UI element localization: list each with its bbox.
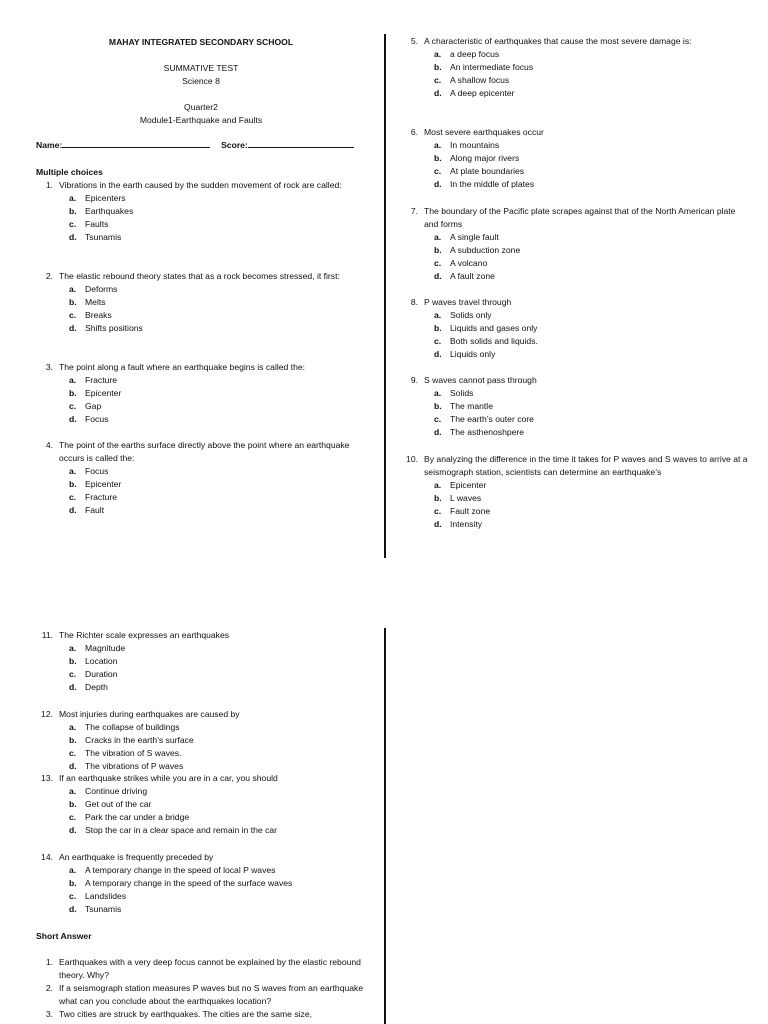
option[interactable]: d. In the middle of plates bbox=[434, 179, 535, 189]
quarter-label: Quarter2 bbox=[184, 102, 218, 112]
option[interactable]: a. A single fault bbox=[434, 232, 499, 242]
option[interactable]: c. Duration bbox=[69, 669, 118, 679]
question-2 bbox=[36, 270, 366, 335]
option[interactable]: d. The asthenoshpere bbox=[434, 427, 525, 437]
test-title: SUMMATIVE TEST bbox=[163, 63, 239, 73]
option[interactable]: b. Epicenter bbox=[69, 479, 122, 489]
option[interactable]: a. Magnitude bbox=[69, 643, 126, 653]
module-label: Module1-Earthquake and Faults bbox=[139, 115, 263, 125]
option[interactable]: a. a deep focus bbox=[434, 49, 500, 59]
question-number: 3. bbox=[45, 362, 53, 372]
name-label: Name: bbox=[36, 140, 63, 150]
option[interactable]: c. Park the car under a bridge bbox=[69, 812, 190, 822]
question-10 bbox=[401, 453, 751, 531]
section-short-answer: Short Answer bbox=[36, 931, 92, 941]
option[interactable]: d. Tsunamis bbox=[69, 232, 122, 242]
question-text: Most injuries during earthquakes are caused by bbox=[59, 709, 240, 719]
option[interactable]: d. Shifts positions bbox=[69, 323, 143, 333]
option[interactable]: a. Focus bbox=[69, 466, 109, 476]
question-number: 10. bbox=[406, 454, 418, 464]
question-number: 14. bbox=[41, 852, 53, 862]
question-text: By analyzing the difference in the time it takes for P waves and S waves to arrive at a seismograph station, scientists can determine an earthquake’s bbox=[424, 454, 748, 477]
option[interactable]: a. Deforms bbox=[69, 284, 118, 294]
option[interactable]: b. Location bbox=[69, 656, 118, 666]
school-name: MAHAY INTEGRATED SECONDARY SCHOOL bbox=[108, 37, 294, 47]
question-number: 8. bbox=[410, 297, 418, 307]
question-text: S waves cannot pass through bbox=[424, 375, 537, 385]
question-number: 4. bbox=[45, 440, 53, 450]
short-answer-item: 2. If a seismograph station measures P waves but no S waves from an earthquake what can you conclude about the earthquakes location? bbox=[45, 983, 364, 1006]
column-divider-bottom bbox=[384, 628, 386, 1024]
option[interactable]: a. Continue driving bbox=[69, 786, 148, 796]
option[interactable]: d. Intensity bbox=[434, 519, 483, 529]
option[interactable]: c. Landslides bbox=[69, 891, 127, 901]
column-divider-top bbox=[384, 34, 386, 558]
question-9 bbox=[401, 374, 751, 439]
name-blank[interactable] bbox=[62, 147, 210, 148]
option[interactable]: b. Earthquakes bbox=[69, 206, 134, 216]
option[interactable]: a. Epicenter bbox=[434, 480, 487, 490]
option[interactable]: d. A deep epicenter bbox=[434, 88, 515, 98]
question-text: A characteristic of earthquakes that cause the most severe damage is: bbox=[424, 36, 692, 46]
option[interactable]: a. Solids bbox=[434, 388, 474, 398]
option[interactable]: c. Both solids and liquids. bbox=[434, 336, 538, 346]
option[interactable]: c. Faults bbox=[69, 219, 109, 229]
option[interactable]: b. Melts bbox=[69, 297, 106, 307]
question-13 bbox=[36, 772, 366, 837]
option[interactable]: b. The mantle bbox=[434, 401, 493, 411]
question-number: 1. bbox=[45, 180, 53, 190]
question-number: 7. bbox=[410, 206, 418, 216]
short-answer-item: 3. Two cities are struck by earthquakes. The cities are the same size, bbox=[45, 1009, 312, 1019]
question-text: If an earthquake strikes while you are in a car, you should bbox=[59, 773, 278, 783]
option[interactable]: c. Fracture bbox=[69, 492, 117, 502]
option[interactable]: d. Stop the car in a clear space and remain in the car bbox=[69, 825, 278, 835]
option[interactable]: b. Epicenter bbox=[69, 388, 122, 398]
option[interactable]: d. Fault bbox=[69, 505, 105, 515]
question-14 bbox=[36, 851, 376, 916]
question-text: P waves travel through bbox=[424, 297, 512, 307]
question-7 bbox=[401, 205, 751, 283]
question-11 bbox=[36, 629, 366, 694]
option[interactable]: b. Liquids and gases only bbox=[434, 323, 538, 333]
option[interactable]: d. Focus bbox=[69, 414, 109, 424]
question-6 bbox=[401, 126, 751, 191]
question-5 bbox=[401, 35, 751, 100]
option[interactable]: b. L waves bbox=[434, 493, 482, 503]
option[interactable]: b. A temporary change in the speed of the surface waves bbox=[69, 878, 293, 888]
short-answer-list bbox=[36, 956, 366, 1021]
option[interactable]: c. The vibration of S waves. bbox=[69, 748, 182, 758]
option[interactable]: b. Along major rivers bbox=[434, 153, 520, 163]
question-number: 13. bbox=[41, 773, 53, 783]
question-number: 11. bbox=[41, 630, 53, 640]
option[interactable]: c. At plate boundaries bbox=[434, 166, 525, 176]
question-text: An earthquake is frequently preceded by bbox=[59, 852, 214, 862]
question-8 bbox=[401, 296, 751, 361]
option[interactable]: a. Epicenters bbox=[69, 193, 126, 203]
question-text: The point along a fault where an earthquake begins is called the: bbox=[59, 362, 306, 372]
option[interactable]: a. The collapse of buildings bbox=[69, 722, 180, 732]
question-text: The Richter scale expresses an earthquakes bbox=[59, 630, 230, 640]
option[interactable]: a. Fracture bbox=[69, 375, 117, 385]
option[interactable]: d. Tsunamis bbox=[69, 904, 122, 914]
section-multiple-choice: Multiple choices bbox=[36, 167, 103, 177]
option[interactable]: b. A subduction zone bbox=[434, 245, 521, 255]
option[interactable]: a. A temporary change in the speed of local P waves bbox=[69, 865, 276, 875]
option[interactable]: c. A shallow focus bbox=[434, 75, 510, 85]
option[interactable]: c. Fault zone bbox=[434, 506, 491, 516]
question-text: The boundary of the Pacific plate scrapes against that of the North American plate and forms bbox=[424, 206, 736, 229]
score-label: Score: bbox=[221, 140, 248, 150]
question-12 bbox=[36, 708, 366, 773]
question-text: The point of the earths surface directly above the point where an earthquake occurs is called the: bbox=[59, 440, 350, 463]
question-1 bbox=[36, 179, 366, 244]
option[interactable]: a. In mountains bbox=[434, 140, 500, 150]
question-text: Vibrations in the earth caused by the sudden movement of rock are called: bbox=[59, 180, 342, 190]
option[interactable]: b. Get out of the car bbox=[69, 799, 152, 809]
option[interactable]: c. The earth’s outer core bbox=[434, 414, 534, 424]
short-answer-item: 1. Earthquakes with a very deep focus cannot be explained by the elastic rebound theory. Why? bbox=[45, 957, 361, 980]
question-number: 2. bbox=[45, 271, 53, 281]
option[interactable]: c. Breaks bbox=[69, 310, 112, 320]
question-3 bbox=[36, 361, 366, 426]
option[interactable]: d. The vibrations of P waves bbox=[69, 761, 184, 771]
option[interactable]: b. Cracks in the earth’s surface bbox=[69, 735, 194, 745]
question-text: Most severe earthquakes occur bbox=[424, 127, 544, 137]
question-number: 9. bbox=[410, 375, 418, 385]
option[interactable]: c. A volcano bbox=[434, 258, 488, 268]
name-field bbox=[36, 139, 366, 152]
question-number: 6. bbox=[410, 127, 418, 137]
option[interactable]: c. Gap bbox=[69, 401, 102, 411]
option[interactable]: a. Solids only bbox=[434, 310, 492, 320]
option[interactable]: b. An intermediate focus bbox=[434, 62, 534, 72]
score-blank[interactable] bbox=[248, 147, 354, 148]
subject-label: Science 8 bbox=[182, 76, 220, 86]
option[interactable]: d. Liquids only bbox=[434, 349, 496, 359]
question-4 bbox=[36, 439, 366, 517]
option[interactable]: d. Depth bbox=[69, 682, 108, 692]
question-number: 5. bbox=[410, 36, 418, 46]
question-text: The elastic rebound theory states that as a rock becomes stressed, it first: bbox=[59, 271, 340, 281]
question-number: 12. bbox=[41, 709, 53, 719]
option[interactable]: d. A fault zone bbox=[434, 271, 495, 281]
